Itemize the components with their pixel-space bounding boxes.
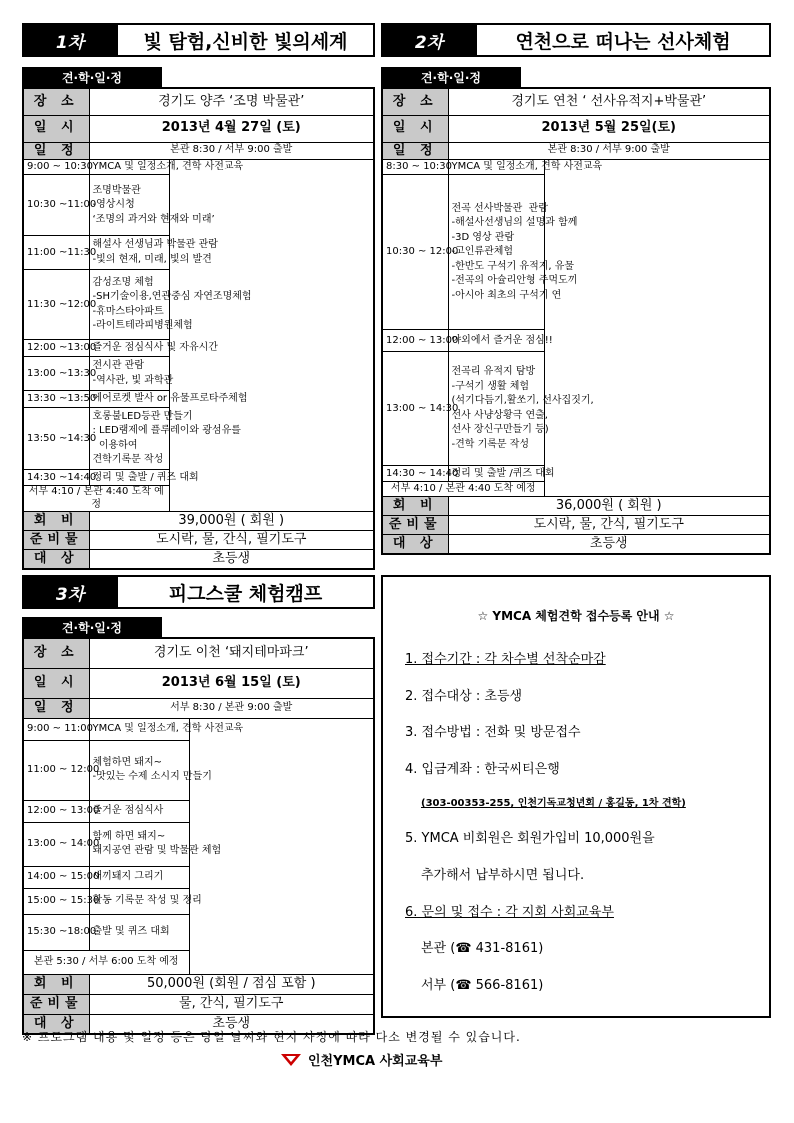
schedule-activity xyxy=(448,352,594,466)
trip3-place: 경기도 이천 ‘돼지테마파크’ xyxy=(89,638,374,668)
activity-line: 견학기록문 작성 xyxy=(92,454,164,466)
schedule-activity xyxy=(448,466,555,482)
date-label: 일 시 xyxy=(382,115,448,142)
ymca-triangle-icon xyxy=(280,1053,302,1067)
notice-account: (303-00353-255, 인천기독교청년회 / 홍길동, 1차 견학) xyxy=(421,798,686,810)
trip2-title: 연천으로 떠나는 선사체험 xyxy=(477,23,771,57)
schedule-activity xyxy=(89,740,212,800)
schedule-row xyxy=(23,470,374,486)
schedule-activity xyxy=(89,800,189,822)
activity-line: -견학 기록문 작성 xyxy=(451,438,530,450)
schedule-row xyxy=(23,822,374,866)
schedule-row xyxy=(23,718,374,740)
activity-line: : LED램제에 플루레이와 광섬유를 xyxy=(92,425,241,437)
schedule-time: 13:00 ~ 14:30 xyxy=(382,352,448,466)
footer-note: ※ 프로그램 내용 및 일정 등은 당일 날씨와 현지 사정에 따라 다소 변경될 수 있습니다. xyxy=(22,1030,521,1044)
activity-line: -휴마스타아파트 xyxy=(92,305,164,317)
activity-line: 활동 기록문 작성 및 정리 xyxy=(92,894,202,906)
org-signature xyxy=(280,1050,442,1069)
schedule-row xyxy=(23,888,374,914)
date-label: 일 시 xyxy=(23,668,89,698)
trip2-header xyxy=(381,23,771,57)
fee-label: 회 비 xyxy=(382,497,448,516)
schedule-activity xyxy=(448,159,603,175)
schedule-activity xyxy=(448,330,553,352)
place-label: 장 소 xyxy=(23,638,89,668)
schedule-time: 9:00 ~ 10:30 xyxy=(23,159,89,175)
target-label: 대 상 xyxy=(23,550,89,569)
trip2-date: 2013년 5월 25일(토) xyxy=(448,115,770,142)
trip3-title: 피그스쿨 체험캠프 xyxy=(118,575,375,609)
schedule-row xyxy=(23,236,374,270)
activity-line: 이용하여 xyxy=(92,439,138,451)
trip1-prep: 도시락, 물, 간식, 필기도구 xyxy=(89,531,374,550)
activity-line: 전시관 관람 xyxy=(92,360,144,372)
notice-item: 추가해서 납부하시면 됩니다. xyxy=(421,867,585,883)
trip3-table xyxy=(22,637,375,1035)
activity-line: 정리 및 출발 / 퀴즈 대회 xyxy=(92,471,199,483)
activity-line: 즐거운 점심식사 xyxy=(92,804,164,816)
activity-line: 즐거운 점심식사 및 자유시간 xyxy=(92,342,218,353)
activity-line: 함께 하면 돼지~ xyxy=(92,830,166,842)
org-name: 인천YMCA 사회교육부 xyxy=(308,1054,443,1069)
prep-label: 준비물 xyxy=(23,531,89,550)
trip1-number: 1차 xyxy=(22,23,118,57)
trip2-table xyxy=(381,87,771,555)
schedule-time: 15:00 ~ 15:30 xyxy=(23,888,89,914)
schedule-row xyxy=(23,357,374,391)
activity-line: -구석기 생활 체험 xyxy=(451,380,530,392)
activity-line: -맛있는 수제 소시지 만들기 xyxy=(92,771,212,782)
notice-item: 6. 문의 및 접수 : 각 지회 사회교육부 xyxy=(405,904,614,920)
schedule-time: 12:00 ~ 13:00 xyxy=(23,800,89,822)
trip1-title: 빛 탐험,신비한 빛의세계 xyxy=(118,23,375,57)
trip3-number: 3차 xyxy=(22,575,118,609)
schedule-time: 15:30 ~18:00 xyxy=(23,914,89,950)
schedule-label: 일 정 xyxy=(23,698,89,718)
schedule-row xyxy=(382,466,770,482)
schedule-time: 13:50 ~14:30 xyxy=(23,408,89,470)
schedule-label: 일 정 xyxy=(382,142,448,159)
schedule-row xyxy=(23,159,374,175)
activity-line: 전곡 선사박물관 관람 xyxy=(451,202,548,214)
schedule-activity xyxy=(89,866,189,888)
trip3-arrive: 본관 5:30 / 서부 6:00 도착 예정 xyxy=(23,950,189,974)
schedule-activity xyxy=(89,888,202,914)
notice-item: 3. 접수방법 : 전화 및 방문접수 xyxy=(405,725,581,741)
notice-item: 1. 접수기간 : 각 차수별 선착순마감 xyxy=(405,652,606,667)
schedule-activity xyxy=(89,470,199,486)
activity-line: -빛의 현재, 미래, 빛의 발견 xyxy=(92,253,212,265)
schedule-time: 10:30 ~11:00 xyxy=(23,175,89,236)
notice-item: 4. 입금계좌 : 한국씨티은행 xyxy=(405,761,560,777)
prep-label: 준비물 xyxy=(382,516,448,535)
activity-line: -3D 영상 관람 xyxy=(451,231,515,243)
schedule-time: 9:00 ~ 11:00 xyxy=(23,718,89,740)
activity-line: 에어로켓 발사 or 유물프로타주체험 xyxy=(92,393,248,404)
trip3-schedule-tag: 견·학·일·정 xyxy=(22,617,162,637)
trip2-schedule-tag: 견·학·일·정 xyxy=(381,67,521,87)
schedule-activity xyxy=(89,408,241,470)
activity-line: 돼지공연 관람 및 박물관 체험 xyxy=(92,845,222,856)
place-label: 장 소 xyxy=(382,88,448,115)
notice-phone: 본관 (☎ 431-8161) xyxy=(421,941,544,957)
trip2-prep: 도시락, 물, 간식, 필기도구 xyxy=(448,516,770,535)
schedule-activity xyxy=(89,822,222,866)
trip3-rows xyxy=(23,718,374,950)
schedule-row xyxy=(23,340,374,357)
schedule-time: 8:30 ~ 10:30 xyxy=(382,159,448,175)
trip1-schedule-tag: 견·학·일·정 xyxy=(22,67,162,87)
activity-line: 정리 및 출발 /퀴즈 대회 xyxy=(451,467,555,479)
schedule-activity xyxy=(89,391,248,408)
schedule-row xyxy=(23,740,374,800)
schedule-row xyxy=(382,175,770,330)
schedule-row xyxy=(23,270,374,340)
fee-label: 회 비 xyxy=(23,512,89,531)
trip3-fee: 50,000원 (회원 / 점심 포함 ) xyxy=(89,974,374,994)
schedule-row xyxy=(382,159,770,175)
trip1-fee: 39,000원 ( 회원 ) xyxy=(89,512,374,531)
schedule-time: 12:00 ~ 13:00 xyxy=(382,330,448,352)
schedule-time: 13:00 ~13:30 xyxy=(23,357,89,391)
trip2-rows xyxy=(382,159,770,482)
trip2-depart: 본관 8:30 / 서부 9:00 출발 xyxy=(448,142,770,159)
notice-item: 5. YMCA 비회원은 회원가입비 10,000원을 xyxy=(405,831,655,847)
activity-line: 새끼돼지 그리기 xyxy=(92,870,164,882)
trip1-date: 2013년 4월 27일 (토) xyxy=(89,115,374,142)
schedule-row xyxy=(23,175,374,236)
trip1-header xyxy=(22,23,375,57)
activity-line: ‘조명의 과거와 현재와 미래’ xyxy=(92,213,215,225)
activity-line: YMCA 및 일정소개, 견학 사전교육 xyxy=(451,160,603,172)
registration-notice xyxy=(381,575,771,1018)
activity-line: YMCA 및 일정소개, 견학 사전교육 xyxy=(92,722,244,734)
schedule-time: 12:00 ~13:00 xyxy=(23,340,89,357)
schedule-row xyxy=(23,800,374,822)
schedule-activity xyxy=(89,159,244,175)
trip3-header xyxy=(22,575,375,609)
activity-line: 야외에서 즐거운 점심!! xyxy=(451,334,553,346)
trip2-place: 경기도 연천 ‘ 선사유적지+박물관’ xyxy=(448,88,770,115)
place-label: 장 소 xyxy=(23,88,89,115)
activity-line: 체험하면 돼지~ xyxy=(92,756,163,768)
activity-line: -영상시청 xyxy=(92,199,135,210)
trip1-rows xyxy=(23,159,374,486)
schedule-activity xyxy=(89,340,218,357)
target-label: 대 상 xyxy=(382,535,448,554)
activity-line: 출발 및 퀴즈 대회 xyxy=(92,925,170,937)
schedule-activity xyxy=(89,357,174,391)
notice-title: ☆ YMCA 체험견학 접수등록 안내 ☆ xyxy=(477,609,675,623)
activity-line: 호롱불LED등관 만들기 xyxy=(92,410,193,422)
schedule-row xyxy=(23,391,374,408)
trip1-depart: 본관 8:30 / 서부 9:00 출발 xyxy=(89,142,374,159)
activity-line: (석기다듬기,활쏘기, 선사집짓기, xyxy=(451,395,594,407)
notice-item: 2. 접수대상 : 초등생 xyxy=(405,688,523,704)
schedule-time: 10:30 ~ 12:00 xyxy=(382,175,448,330)
schedule-activity xyxy=(89,236,218,270)
schedule-time: 14:30 ~14:40 xyxy=(23,470,89,486)
schedule-time: 14:00 ~ 15:00 xyxy=(23,866,89,888)
schedule-row xyxy=(23,914,374,950)
activity-line: -고인류관체험 xyxy=(451,246,514,257)
trip3-target: 초등생 xyxy=(89,1014,374,1034)
target-label: 대 상 xyxy=(23,1014,89,1034)
schedule-row xyxy=(382,330,770,352)
schedule-time: 13:00 ~ 14:00 xyxy=(23,822,89,866)
trip1-place: 경기도 양주 ‘조명 박물관’ xyxy=(89,88,374,115)
activity-line: 조명박물관 xyxy=(92,184,141,196)
activity-line: -SH기술이용,연관중심 자연조명체험 xyxy=(92,291,252,303)
trip2-number: 2차 xyxy=(381,23,477,57)
notice-phone: 서부 (☎ 566-8161) xyxy=(421,977,544,993)
schedule-activity xyxy=(89,718,244,740)
fee-label: 회 비 xyxy=(23,974,89,994)
activity-line: -라이트테라피병원체험 xyxy=(92,320,193,332)
activity-line: -전곡의 아슐리안형 주먹도끼 xyxy=(451,275,578,286)
trip1-target: 초등생 xyxy=(89,550,374,569)
schedule-time: 13:30 ~13:50 xyxy=(23,391,89,408)
trip2-arrive: 서부 4:10 / 본관 4:40 도착 예정 xyxy=(382,482,544,497)
schedule-time: 11:30 ~12:00 xyxy=(23,270,89,340)
trip1-arrive: 서부 4:10 / 본관 4:40 도착 예정 xyxy=(23,486,169,512)
activity-line: 해설사 선생님과 박물관 관람 xyxy=(92,239,218,251)
trip2-fee: 36,000원 ( 회원 ) xyxy=(448,497,770,516)
schedule-time: 14:30 ~ 14:40 xyxy=(382,466,448,482)
activity-line: -해설사선생님의 설명과 함께 xyxy=(451,217,578,228)
activity-line: 전곡리 유적지 탐방 xyxy=(451,366,536,378)
trip1-table xyxy=(22,87,375,570)
activity-line: 선사 사냥상황극 연출, xyxy=(451,409,548,421)
activity-line: -아시아 최초의 구석기 연 xyxy=(451,289,562,301)
schedule-activity xyxy=(89,270,252,340)
trip3-date: 2013년 6월 15일 (토) xyxy=(89,668,374,698)
date-label: 일 시 xyxy=(23,115,89,142)
trip3-prep: 물, 간식, 필기도구 xyxy=(89,994,374,1014)
schedule-time: 11:00 ~ 12:00 xyxy=(23,740,89,800)
schedule-row xyxy=(382,352,770,466)
schedule-row xyxy=(23,866,374,888)
schedule-row xyxy=(23,408,374,470)
activity-line: 선사 장신구만들기 등) xyxy=(451,424,549,436)
schedule-time: 11:00 ~11:30 xyxy=(23,236,89,270)
activity-line: YMCA 및 일정소개, 견학 사전교육 xyxy=(92,160,244,172)
schedule-activity xyxy=(89,914,189,950)
schedule-activity xyxy=(448,175,578,330)
activity-line: -역사관, 빛 과학관 xyxy=(92,374,174,386)
prep-label: 준비물 xyxy=(23,994,89,1014)
trip2-target: 초등생 xyxy=(448,535,770,554)
schedule-label: 일 정 xyxy=(23,142,89,159)
activity-line: -한반도 구석기 유적지, 유물 xyxy=(451,260,575,272)
schedule-activity xyxy=(89,175,215,236)
trip3-depart: 서부 8:30 / 본관 9:00 출발 xyxy=(89,698,374,718)
activity-line: 감성조명 체험 xyxy=(92,276,154,288)
